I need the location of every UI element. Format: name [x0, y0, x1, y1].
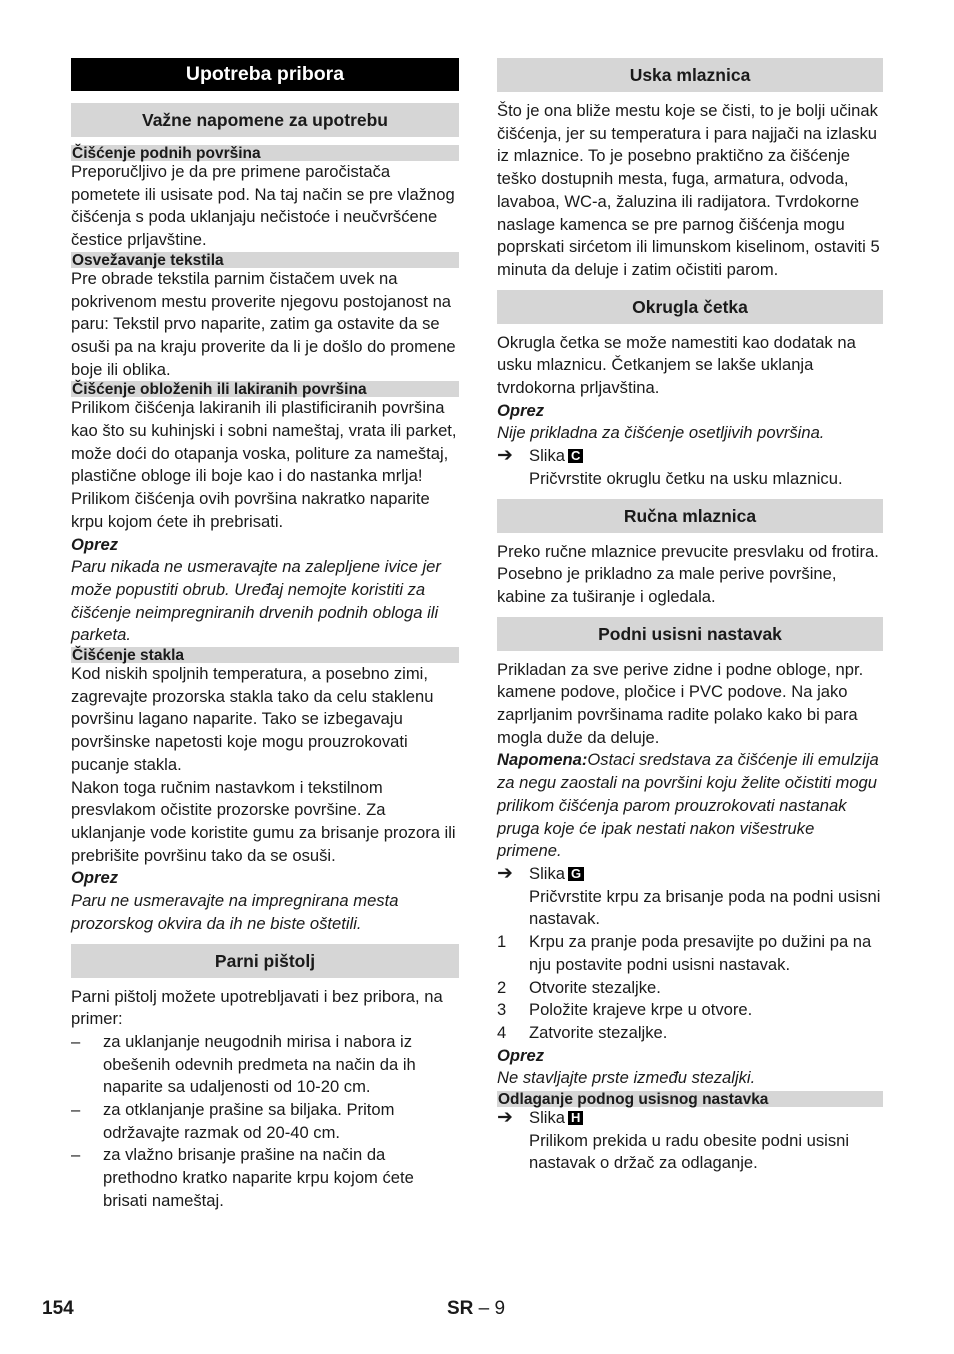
language-code: SR — [447, 1298, 474, 1319]
figure-word: Slika — [529, 1108, 565, 1128]
glass-cleaning-text: Kod niskih spoljnih temperatura, a posebno zimi, zagrevajte prozorska stakla tako da celu staklenu površinu lagano naparite. Tako se izbegavaju površinske napetosti koje mogu prouzrokovati pucanje stakla. — [71, 664, 434, 774]
caution-label: Oprez — [497, 1045, 545, 1065]
instruction-step — [497, 886, 883, 931]
caution-text: Paru nikada ne usmeravajte na zalepljene ivice jer može popustiti obrub. Uređaj nemojte koristiti za čišćenje neimpregniranih drvenih podnih obloga ili parketa. — [71, 557, 441, 645]
hand-nozzle-heading: Ručna mlaznica — [497, 499, 883, 533]
glass-cleaning-heading: Čišćenje stakla — [71, 647, 459, 663]
note-text: Ostaci sredstava za čišćenje ili emulzija za negu zaostali na površini koju želite očistiti mogu prilikom čišćenja parom prouzrokovati nastanak pruga koje će ipak nestati nakon višestruke primene. — [497, 750, 879, 861]
list-dash: – — [71, 1031, 81, 1051]
step-number: 3 — [497, 1000, 507, 1020]
numbered-step — [497, 999, 883, 1022]
list-item — [71, 1144, 459, 1212]
instruction-step — [497, 1130, 883, 1175]
note-paragraph — [497, 749, 883, 863]
list-dash: – — [71, 1145, 81, 1165]
list-item — [71, 1099, 459, 1144]
arrow-right-icon: ➔ — [497, 445, 513, 467]
figure-reference — [497, 445, 883, 468]
step-text: Krpu za pranje poda presavijte po dužini pa na nju postavite podni usisni nastavak. — [529, 932, 872, 974]
floor-cleaning-heading: Čišćenje podnih površina — [71, 145, 459, 161]
steam-gun-intro: Parni pištolj možete upotrebljavati i bez pribora, na primer: — [71, 986, 443, 1029]
instruction-text: Pričvrstite krpu za brisanje poda na podni usisni nastavak. — [529, 886, 881, 929]
floor-tool-text: Prikladan za sve perive zidne i podne obloge, npr. kamene podove, pločice i PVC podove. Na jako zaprljanim površinama radite polako kako bi para mogla duže da deluje. — [497, 659, 864, 747]
textile-text: Pre obrade tekstila parnim čistačem uvek na pokrivenom mestu proverite njegovu postojanost na paru: Tekstil prvo naparite, zatim ga ostavite da se osuši pa na kraju proverite da li je došlo do promene boje ili oblika. — [71, 268, 456, 379]
figure-word: Slika — [529, 863, 565, 883]
footer-language-page — [447, 1298, 505, 1321]
list-item-text: za otklanjanje prašine sa biljaka. Pritom održavajte razmak od 20-40 cm. — [103, 1100, 395, 1142]
step-text: Zatvorite stezaljke. — [529, 1022, 668, 1042]
caution-label: Oprez — [71, 534, 119, 554]
list-item — [71, 1031, 459, 1099]
arrow-right-icon: ➔ — [497, 1107, 513, 1129]
caution-label: Oprez — [71, 868, 119, 888]
storage-heading: Odlaganje podnog usisnog nastavka — [497, 1091, 883, 1107]
numbered-step — [497, 1022, 883, 1045]
figure-letter-badge: H — [568, 1111, 583, 1125]
list-item-text: za uklanjanje neugodnih mirisa i nabora iz obešenih odevnih predmeta na način da ih naparite sa udaljenosti od 10-20 cm. — [103, 1031, 416, 1097]
numbered-step — [497, 977, 883, 1000]
caution-label: Oprez — [497, 400, 545, 420]
textile-heading: Osvežavanje tekstila — [71, 252, 459, 268]
page-number: 154 — [42, 1298, 74, 1319]
instruction-text: Pričvrstite okruglu četku na usku mlaznicu. — [529, 468, 843, 488]
caution-text: Paru ne usmeravajte na impregnirana mesta prozorskog okvira da ih ne biste oštetili. — [71, 891, 399, 933]
figure-letter-badge: C — [568, 449, 583, 463]
list-dash: – — [71, 1100, 81, 1120]
numbered-step — [497, 931, 883, 976]
round-brush-text: Okrugla četka se može namestiti kao dodatak na usku mlaznicu. Četkanjem se lakše uklanja tvrdokorna prljavština. — [497, 332, 856, 398]
note-label: Napomena: — [497, 750, 588, 770]
steam-gun-heading: Parni pištolj — [71, 944, 459, 978]
step-number: 2 — [497, 977, 507, 997]
caution-text: Ne stavljajte prste između stezaljki. — [497, 1068, 756, 1088]
left-column — [71, 58, 459, 1213]
step-number: 1 — [497, 932, 507, 952]
instruction-step — [497, 468, 883, 491]
figure-reference — [497, 1107, 883, 1130]
coated-surfaces-heading: Čišćenje obloženih ili lakiranih površina — [71, 381, 459, 397]
step-text: Otvorite stezaljke. — [529, 977, 661, 997]
coated-surfaces-text: Prilikom čišćenja lakiranih ili plastificiranih površina kao što su kuhinjski i sobni nameštaj, vrata ili parket, može doći do otapanja voska, politure za nameštaj, plastične obloge ili boje kao i do nastanka mrlja! Prilikom čišćenja ovih površina nakratko naparite krpu kojom ćete ih prebrisati. — [71, 398, 457, 531]
floor-cleaning-text: Preporučljivo je da pre primene paročistača pometete ili usisate pod. Na taj način se pre vlažnog čišćenja s poda uklanjaju nečistoće i neučvršćene čestice prljavštine. — [71, 162, 455, 250]
floor-tool-heading: Podni usisni nastavak — [497, 617, 883, 651]
narrow-nozzle-heading: Uska mlaznica — [497, 58, 883, 92]
narrow-nozzle-text: Što je ona bliže mestu koje se čisti, to je bolji učinak čišćenja, jer su temperatura i para najjači na izlasku iz mlaznice. To je posebno praktično za čišćenje teško dostupnih mesta, fuga, armatura, odvoda, lavaboa, WC-a, žaluzina ili radijatora. Tvrdokorne naslage kamenca se pre parnog čišćenja mogu poprskati sirćetom ili limunskom kiselinom, ostaviti 5 minuta da deluje i zatim očistiti parom. — [497, 101, 880, 279]
figure-letter-badge: G — [568, 867, 584, 881]
instruction-text: Prilikom prekida u radu obesite podni usisni nastavak o držač za odlaganje. — [529, 1130, 850, 1173]
caution-text: Nije prikladna za čišćenje osetljivih površina. — [497, 423, 825, 443]
section-title: Upotreba pribora — [71, 58, 459, 91]
right-column — [497, 58, 883, 1175]
step-text: Položite krajeve krpe u otvore. — [529, 1000, 753, 1020]
hand-nozzle-text: Preko ručne mlaznice prevucite presvlaku od frotira. Posebno je prikladno za male perive površine, kabine za tuširanje i ogledala. — [497, 541, 879, 606]
figure-reference — [497, 863, 883, 886]
step-number: 4 — [497, 1022, 507, 1042]
round-brush-heading: Okrugla četka — [497, 290, 883, 324]
arrow-right-icon: ➔ — [497, 862, 513, 884]
figure-word: Slika — [529, 446, 565, 466]
glass-cleaning-text-2: Nakon toga ručnim nastavkom i tekstilnom presvlakom očistite prozorske površine. Za uklanjanje vode koristite gumu za brisanje prozora ili prebrišite površinu tako da se osuši. — [71, 777, 456, 865]
section-page-number: – 9 — [473, 1298, 506, 1319]
list-item-text: za vlažno brisanje prašine na način da prethodno kratko naparite krpu kojom ćete brisati nameštaj. — [103, 1145, 414, 1210]
important-notes-heading: Važne napomene za upotrebu — [71, 103, 459, 137]
